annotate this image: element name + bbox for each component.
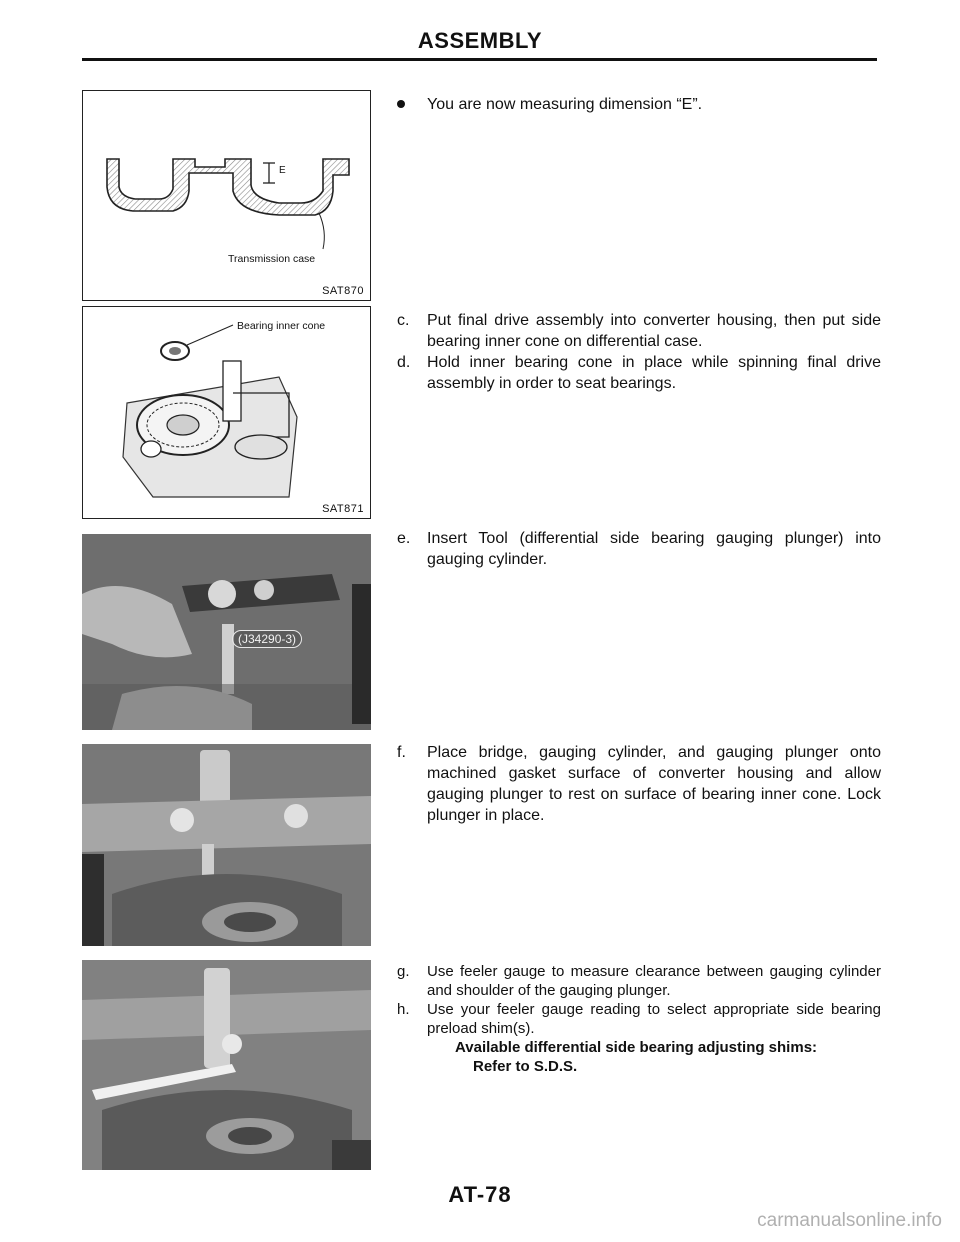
dimension-label: E [279,165,286,176]
measure-note-text: You are now measuring dimension “E”. [427,96,703,113]
step-marker: c. [397,312,410,329]
shim-spec-heading: Available differential side bearing adjusting shims: [455,1039,818,1056]
step-e [397,528,881,570]
header-rule [82,58,877,61]
step-text: Place bridge, gauging cylinder, and gauging plunger onto machined gasket surface of converter housing and allow gauging plunger to rest on surface of bearing inner cone. Lock plunger in place. [427,744,881,824]
page-title: ASSEMBLY [417,28,543,53]
step-marker: g. [397,963,410,980]
differential-assembly-drawing [83,307,369,507]
step-text: Put final drive assembly into converter housing, then put side bearing inner cone on differential case. [427,312,881,350]
step-f-block [397,742,881,826]
steps-c-d [397,310,881,394]
figure-label: Transmission case [228,253,316,265]
step-marker: d. [397,354,411,371]
page-number: AT-78 [448,1182,512,1207]
step-text: Hold inner bearing cone in place while spinning final drive assembly in order to seat bearings. [427,354,881,392]
photo-gauging-plunger-insertion [82,534,371,730]
step-f [397,742,881,826]
tool-insertion-photo [82,534,371,730]
figure-label: Bearing inner cone [237,320,326,332]
step-h [397,1000,881,1038]
watermark: carmanualsonline.info [757,1210,942,1231]
step-e-block [397,528,881,570]
feeler-gauge-photo [82,960,371,1170]
bridge-placement-photo [82,744,371,946]
transmission-case-diagram [83,91,369,271]
step-text: Insert Tool (differential side bearing gauging plunger) into gauging cylinder. [427,530,881,568]
step-g [397,962,881,1000]
figure-transmission-case [82,90,371,301]
steps-g-h [397,962,881,1076]
photo-feeler-gauge-measurement [82,960,371,1170]
figure-code: SAT871 [322,503,364,515]
step-marker: f. [397,744,406,761]
shim-spec-reference: Refer to S.D.S. [473,1058,578,1075]
step-marker: h. [397,1001,410,1018]
tool-callout: (J34290-3) [232,630,302,648]
bullet-dot [397,100,405,108]
photo-bridge-placement [82,744,371,946]
figure-code: SAT870 [322,285,364,297]
step-measure-note [397,94,881,115]
step-d [397,352,881,394]
step-marker: e. [397,530,411,547]
step-c [397,310,881,352]
step-text: Use feeler gauge to measure clearance between gauging cylinder and shoulder of the gauging plunger. [427,963,881,999]
step-text: Use your feeler gauge reading to select appropriate side bearing preload shim(s). [427,1001,881,1037]
figure-bearing-inner-cone [82,306,371,519]
